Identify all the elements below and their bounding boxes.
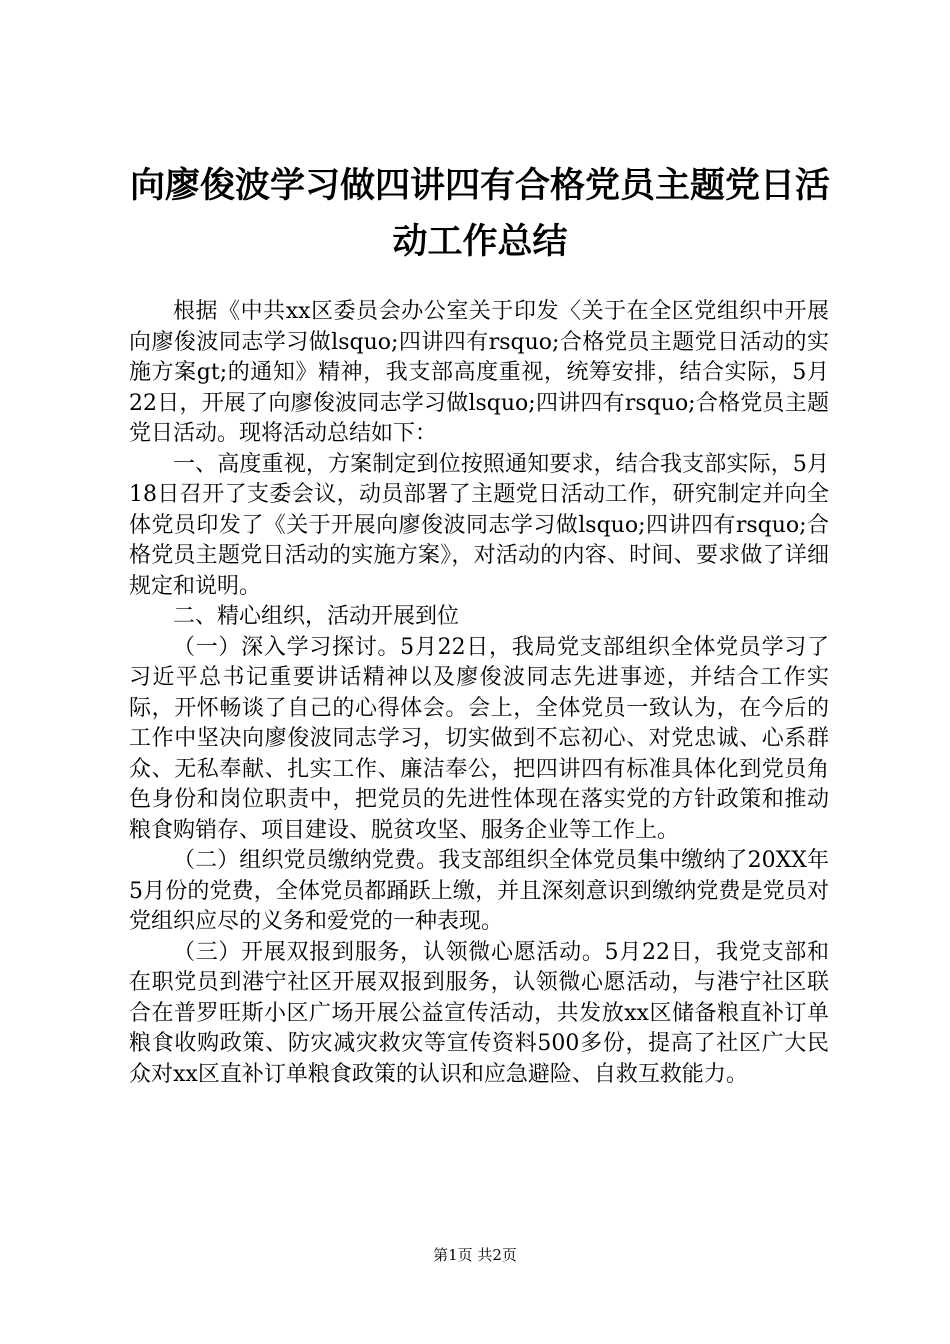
paragraph-item-3: （三）开展双报到服务，认领微心愿活动。5月22日，我党支部和在职党员到港宁社区开展双报到服务，认领微心愿活动，与港宁社区联合在普罗旺斯小区广场开展公益宣传活动，共发放xx区储备粮直补订单粮食收购政策、防灾减灾救灾等宣传资料500多份，提高了社区广大民众对xx区直补订单粮食政策的认识和应急避险、自救互救能力。 [129,939,829,1087]
document-body [129,297,829,1090]
title-line-1: 向廖俊波学习做四讲四有合格党员主题党日活 [129,165,830,206]
paragraph-section-2-heading: 二、精心组织，活动开展到位 [173,604,460,629]
paragraph-intro: 根据《中共xx区委员会办公室关于印发〈关于在全区党组织中开展向廖俊波同志学习做lsquo;四讲四有rsquo;合格党员主题党日活动的实施方案gt;的通知》精神，我支部高度重视，统筹安排，结合实际，5月22日，开展了向廖俊波同志学习做lsquo;四讲四有rsquo;合格党员主题党日活动。现将活动总结如下： [129,299,829,446]
document-title [120,158,840,270]
paragraph-item-2: （二）组织党员缴纳党费。我支部组织全体党员集中缴纳了20XX年5月份的党费，全体党员都踊跃上缴，并且深刻意识到缴纳党费是党员对党组织应尽的义务和爱党的一种表现。 [129,848,829,934]
paragraph-section-1: 一、高度重视，方案制定到位按照通知要求，结合我支部实际，5月18日召开了支委会议，动员部署了主题党日活动工作，研究制定并向全体党员印发了《关于开展向廖俊波同志学习做lsquo;四讲四有rsquo;合格党员主题党日活动的实施方案》，对活动的内容、时间、要求做了详细规定和说明。 [129,451,829,599]
paragraph-item-1: （一）深入学习探讨。5月22日，我局党支部组织全体党员学习了习近平总书记重要讲话精神以及廖俊波同志先进事迹，并结合工作实际，开怀畅谈了自己的心得体会。会上，全体党员一致认为，在今后的工作中坚决向廖俊波同志学习，切实做到不忘初心、对党忠诚、心系群众、无私奉献、扎实工作、廉洁奉公，把四讲四有标准具体化到党员角色身份和岗位职责中，把党员的先进性体现在落实党的方针政策和推动粮食购销存、项目建设、脱贫攻坚、服务企业等工作上。 [129,634,829,843]
title-line-2: 动工作总结 [392,221,568,262]
page-number-footer: 第1页 共2页 [433,1246,517,1264]
